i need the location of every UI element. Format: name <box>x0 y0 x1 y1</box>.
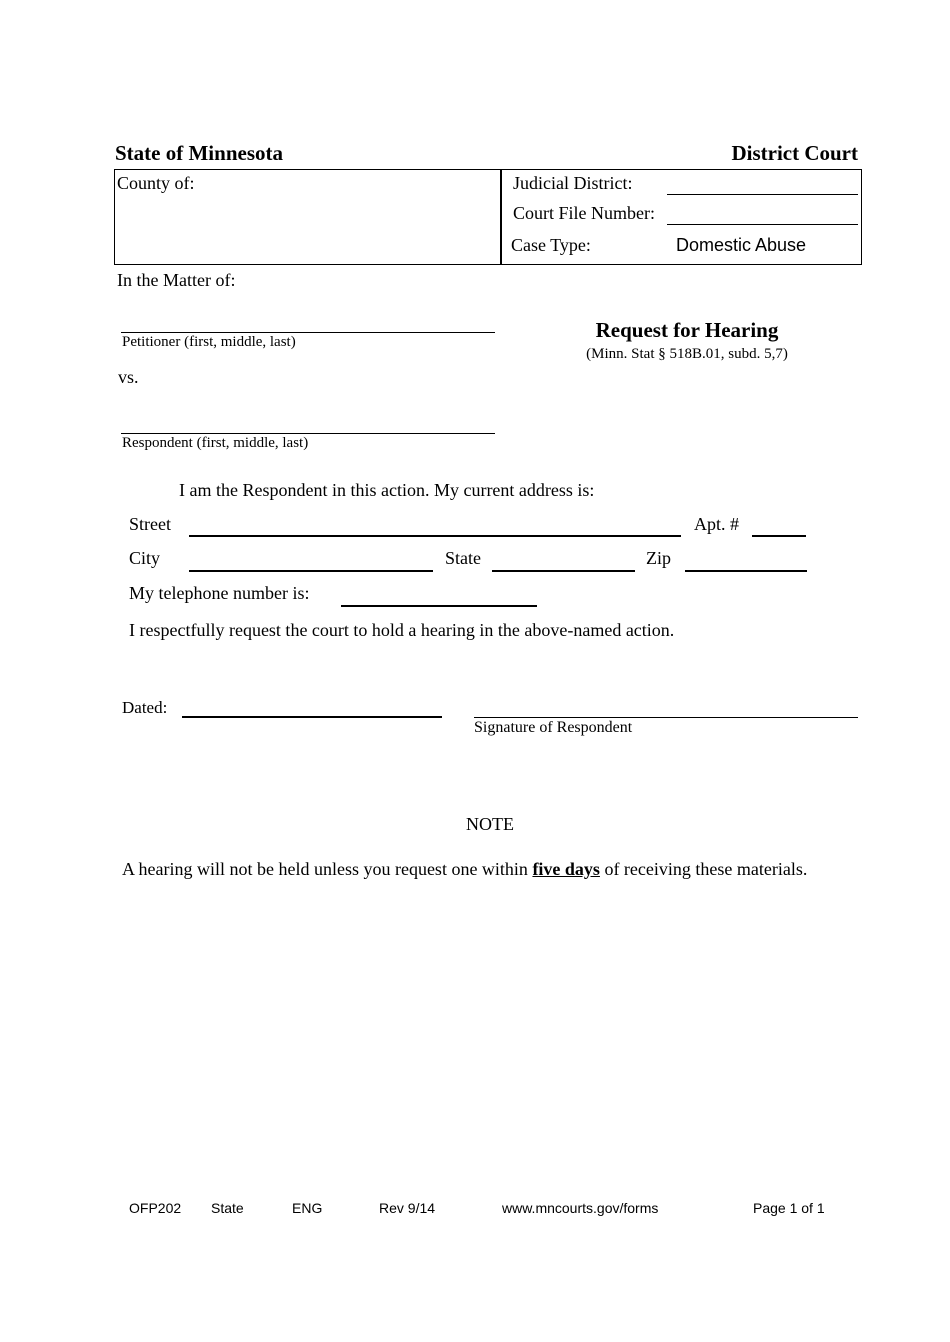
respondent-caption: Respondent (first, middle, last) <box>122 435 309 451</box>
apt-field[interactable] <box>752 535 806 537</box>
state-field[interactable] <box>492 570 635 572</box>
court-file-number-field[interactable] <box>667 224 858 225</box>
city-label: City <box>129 548 161 568</box>
phone-label: My telephone number is: <box>129 583 310 603</box>
footer-page-number: Page 1 of 1 <box>753 1200 825 1216</box>
phone-field[interactable] <box>341 605 537 607</box>
zip-field[interactable] <box>685 570 807 572</box>
note-text-after: of receiving these materials. <box>599 859 808 879</box>
judicial-district-label: Judicial District: <box>513 173 633 193</box>
state-title: State of Minnesota <box>115 141 283 165</box>
state-label: State <box>445 548 481 568</box>
court-file-number-label: Court File Number: <box>513 203 655 223</box>
footer-form-code: OFP202 <box>129 1200 182 1216</box>
footer-jurisdiction: State <box>211 1200 244 1216</box>
zip-label: Zip <box>646 548 671 568</box>
case-type-label: Case Type: <box>511 235 591 255</box>
case-info-box <box>500 169 862 265</box>
footer-language: ENG <box>292 1200 323 1216</box>
dated-label: Dated: <box>122 698 168 717</box>
petitioner-name-field[interactable] <box>121 332 495 333</box>
apt-label: Apt. # <box>694 514 739 534</box>
form-title: Request for Hearing <box>595 318 779 342</box>
address-intro: I am the Respondent in this action. My current address is: <box>179 480 595 500</box>
court-title: District Court <box>731 141 858 165</box>
note-heading: NOTE <box>466 814 514 834</box>
footer-website[interactable]: www.mncourts.gov/forms <box>502 1200 659 1216</box>
city-field[interactable] <box>189 570 433 572</box>
vs-label: vs. <box>118 367 139 387</box>
street-label: Street <box>129 514 171 534</box>
matter-label: In the Matter of: <box>117 270 236 290</box>
date-field[interactable] <box>182 716 442 718</box>
judicial-district-field[interactable] <box>667 194 858 195</box>
signature-field[interactable] <box>474 717 858 718</box>
case-type-value: Domestic Abuse <box>676 235 807 255</box>
note-text <box>122 859 807 880</box>
respondent-name-field[interactable] <box>121 433 495 434</box>
statute-reference: (Minn. Stat § 518B.01, subd. 5,7) <box>586 346 788 362</box>
county-box <box>114 169 502 265</box>
note-emphasis: five days <box>532 859 600 879</box>
footer-revision: Rev 9/14 <box>379 1200 436 1216</box>
request-statement: I respectfully request the court to hold a hearing in the above-named action. <box>129 620 675 640</box>
note-text-before: A hearing will not be held unless you request one within <box>122 859 533 879</box>
street-field[interactable] <box>189 535 681 537</box>
petitioner-caption: Petitioner (first, middle, last) <box>122 334 296 350</box>
county-label: County of: <box>117 173 195 193</box>
signature-caption: Signature of Respondent <box>474 719 633 736</box>
